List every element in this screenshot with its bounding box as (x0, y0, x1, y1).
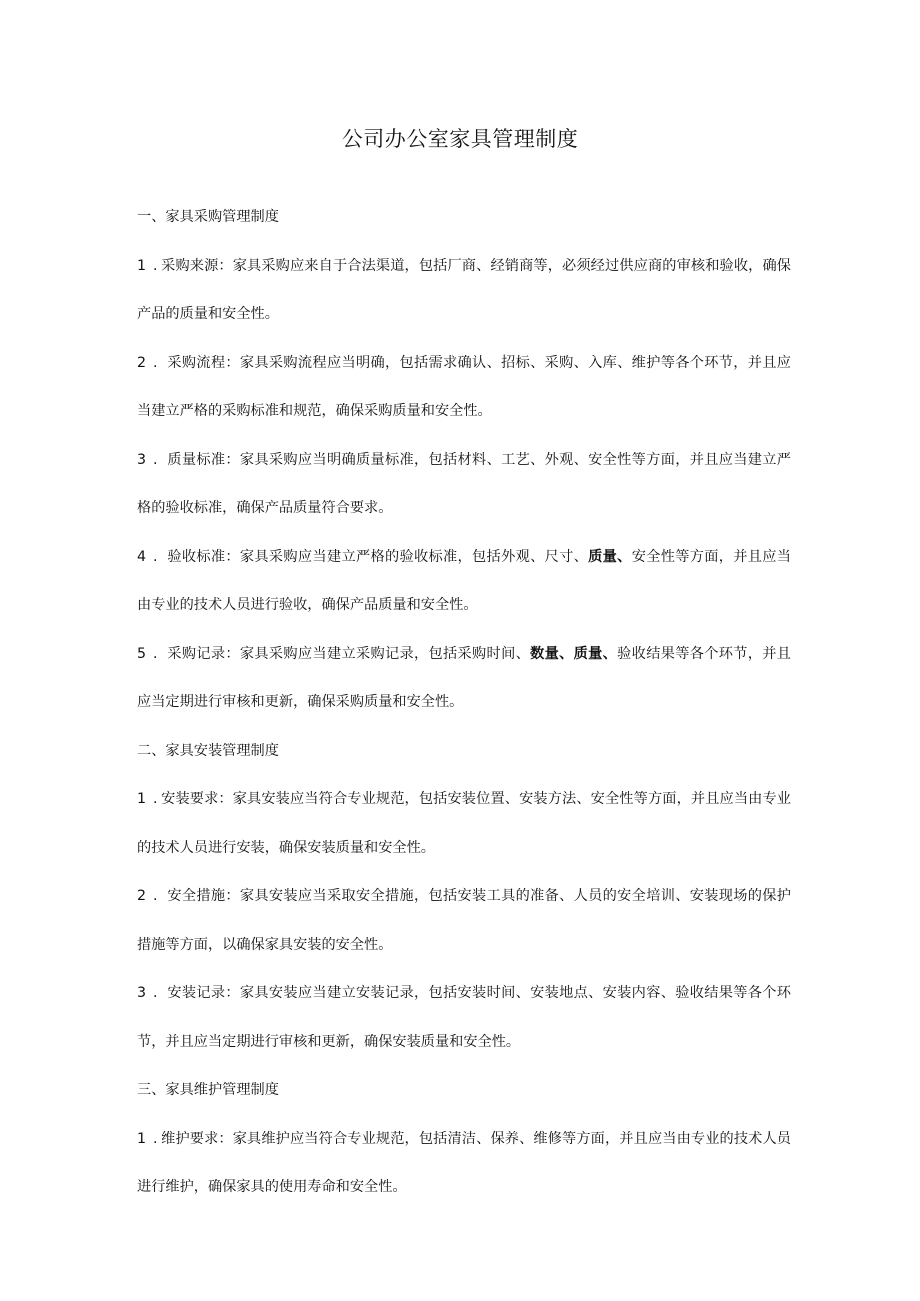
clause-text: 质量标准：家具采购应当明确质量标准，包括材料、工艺、外观、安全性等方面，并且应当建立严格的验收标准，确保产品质量符合要求。 (137, 451, 791, 516)
clause-bold-text: 数量、质量、 (530, 645, 618, 662)
clause-text-continued: 安全性等方面，并且应当由专业的技术人员进行验收，确保产品质量和安全性。 (137, 548, 791, 613)
clause-number: 4 (137, 548, 147, 565)
clause-number: 3 (137, 451, 147, 468)
section-heading-procurement: 一、家具采购管理制度 (137, 209, 279, 225)
clause-procurement-3 (137, 436, 791, 533)
clause-text: 采购记录：家具采购应当建立采购记录，包括采购时间、 (167, 645, 531, 662)
clause-text: 安全措施：家具安装应当采取安全措施，包括安装工具的准备、人员的安全培训、安装现场的保护措施等方面，以确保家具安装的安全性。 (137, 888, 791, 953)
clause-number: 1 (137, 257, 147, 274)
clause-number: 2 (137, 354, 147, 371)
clause-text: 采购来源：家具采购应来自于合法渠道，包括厂商、经销商等，必须经过供应商的审核和验收，确保产品的质量和安全性。 (137, 257, 791, 322)
clause-dot: . (153, 354, 158, 371)
clause-text: 采购流程：家具采购流程应当明确，包括需求确认、招标、采购、入库、维护等各个环节，并且应当建立严格的采购标准和规范，确保采购质量和安全性。 (137, 354, 791, 419)
clause-dot: . (153, 257, 158, 274)
document-title: 公司办公室家具管理制度 (341, 127, 579, 151)
clause-procurement-2 (137, 339, 791, 436)
clause-text: 维护要求：家具维护应当符合专业规范，包括清洁、保养、维修等方面，并且应当由专业的技术人员进行维护，确保家具的使用寿命和安全性。 (137, 1130, 791, 1195)
clause-installation-3 (137, 969, 791, 1066)
clause-number: 2 (137, 888, 147, 904)
clause-number: 5 (137, 645, 147, 662)
clause-procurement-1 (137, 242, 791, 339)
clause-text: 安装记录：家具安装应当建立安装记录，包括安装时间、安装地点、安装内容、验收结果等各个环节，并且应当定期进行审核和更新，确保安装质量和安全性。 (137, 985, 791, 1050)
section-heading-installation: 二、家具安装管理制度 (137, 742, 279, 759)
clause-dot: . (153, 888, 158, 904)
clause-installation-1 (137, 775, 791, 872)
clause-dot: . (153, 791, 158, 807)
clause-dot: . (153, 451, 158, 468)
clause-text-continued: 验收结果等各个环节，并且应当定期进行审核和更新，确保采购质量和安全性。 (137, 645, 791, 710)
clause-text: 验收标准：家具采购应当建立严格的验收标准，包括外观、尺寸、 (167, 548, 589, 565)
clause-number: 1 (137, 791, 147, 807)
section-heading-maintenance: 三、家具维护管理制度 (137, 1082, 279, 1098)
clause-dot: . (153, 548, 158, 565)
clause-procurement-5 (137, 630, 791, 727)
clause-number: 1 (137, 1130, 147, 1147)
clause-bold-text: 质量、 (588, 548, 632, 565)
clause-dot: . (153, 985, 158, 1001)
document-body (137, 193, 791, 1212)
clause-dot: . (153, 1130, 158, 1147)
clause-maintenance-1 (137, 1115, 791, 1212)
clause-text: 安装要求：家具安装应当符合专业规范，包括安装位置、安装方法、安全性等方面，并且应当由专业的技术人员进行安装，确保安装质量和安全性。 (137, 791, 791, 856)
clause-dot: . (153, 645, 158, 662)
clause-number: 3 (137, 985, 147, 1001)
clause-procurement-4 (137, 533, 791, 630)
clause-installation-2 (137, 872, 791, 969)
